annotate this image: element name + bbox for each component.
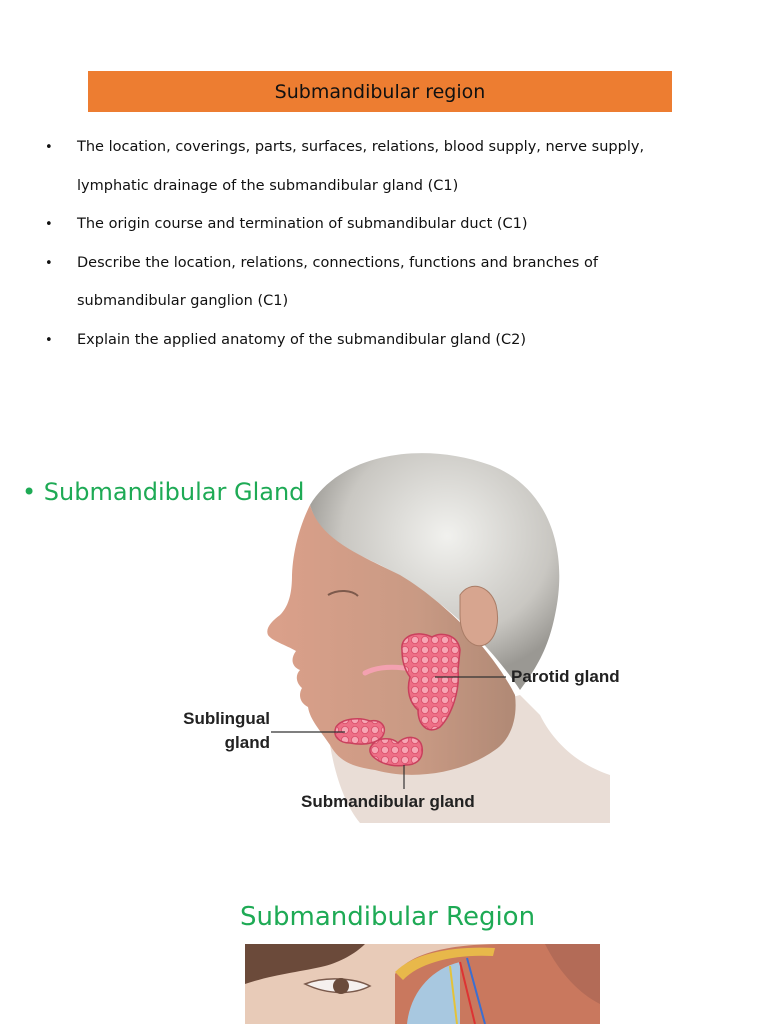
heading-text: Submandibular Gland <box>43 478 305 506</box>
label-sublingual-line2: gland <box>224 733 270 752</box>
objective-line: submandibular ganglion (C1) <box>77 293 289 309</box>
label-parotid-gland: Parotid gland <box>511 667 620 686</box>
salivary-glands-figure <box>160 445 620 823</box>
bullet: • <box>45 333 53 348</box>
objective-line: The location, coverings, parts, surfaces, relations, blood supply, nerve supply, <box>77 139 645 155</box>
dissection-illustration <box>245 944 600 1024</box>
objective-line: The origin course and termination of submandibular duct (C1) <box>77 216 528 232</box>
objective-line: Explain the applied anatomy of the submandibular gland (C2) <box>77 332 527 348</box>
ear-shape <box>460 586 498 645</box>
objective-line: lymphatic drainage of the submandibular gland (C1) <box>77 178 459 194</box>
objective-line: Describe the location, relations, connections, functions and branches of <box>77 255 598 271</box>
bullet: • <box>45 140 53 155</box>
header-banner <box>88 71 672 112</box>
label-sublingual-line1: Sublingual <box>183 709 270 728</box>
header-title: Submandibular region <box>274 80 486 103</box>
label-submandibular-gland: Submandibular gland <box>301 792 475 811</box>
bullet: • <box>45 217 53 232</box>
dissection-figure <box>245 944 600 1024</box>
section-heading-submandibular-region: Submandibular Region <box>240 902 536 932</box>
bullet: • <box>45 256 53 271</box>
head-illustration <box>160 445 610 823</box>
heading-bullet: • <box>22 478 37 506</box>
